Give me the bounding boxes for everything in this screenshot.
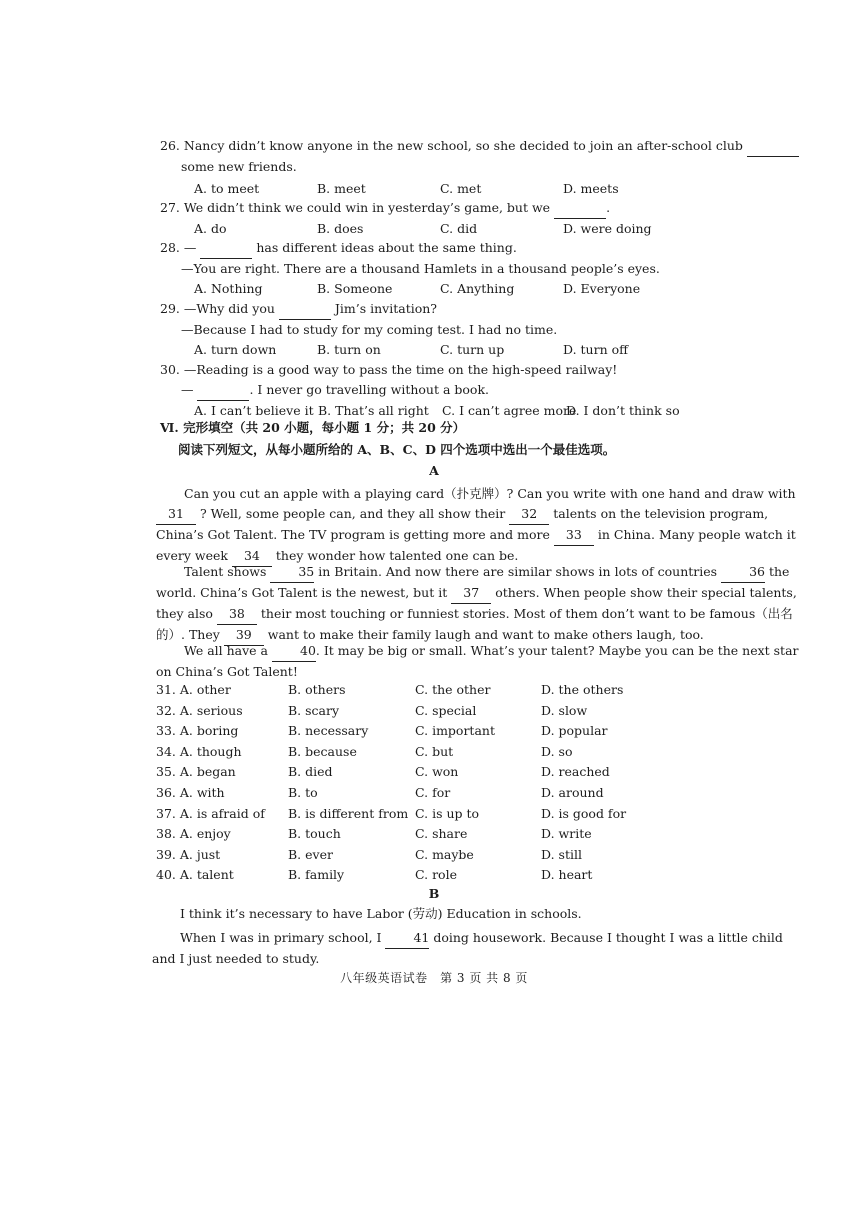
passage-b-label: B bbox=[428, 886, 440, 901]
choice-d: D. write bbox=[541, 826, 592, 842]
passage-text: China’s Got Talent. The TV program is getting more and more bbox=[156, 527, 550, 542]
choice-row-33 bbox=[156, 721, 716, 742]
choice-d: D. slow bbox=[541, 702, 588, 718]
choice-a: 31. A. other bbox=[156, 682, 231, 697]
option-d: D. I don’t think so bbox=[566, 403, 680, 418]
choice-c: C. but bbox=[415, 743, 454, 759]
cloze-blank-41: 41 bbox=[385, 928, 429, 949]
question-30-line-1 bbox=[160, 360, 710, 380]
passage-line bbox=[152, 928, 783, 949]
passage-text: 的）. They bbox=[156, 627, 220, 642]
choice-row-34 bbox=[156, 742, 716, 763]
question-text: —Reading is a good way to pass the time on the high-speed railway! bbox=[183, 362, 618, 377]
choice-c: C. maybe bbox=[415, 846, 474, 862]
question-text: Nancy didn’t know anyone in the new school, so she decided to join an after-school club bbox=[183, 138, 743, 153]
choice-c: C. won bbox=[415, 764, 459, 780]
choice-b: B. touch bbox=[288, 826, 341, 842]
passage-b bbox=[152, 904, 783, 969]
passage-text: in China. Many people watch it bbox=[597, 527, 796, 542]
choice-d: D. around bbox=[541, 784, 604, 800]
answer-blank bbox=[554, 198, 606, 219]
passage-text: they also bbox=[156, 606, 213, 621]
choice-c: C. for bbox=[415, 784, 451, 800]
question-text: has different ideas about the same thing. bbox=[256, 240, 517, 255]
option-b: B. Someone bbox=[317, 281, 393, 296]
cloze-blank-34: 34 bbox=[232, 546, 272, 567]
question-26-options bbox=[160, 179, 710, 199]
question-number: 27. bbox=[160, 200, 180, 215]
question-number: 26. bbox=[160, 138, 180, 153]
question-text: We didn’t think we could win in yesterday’s game, but we bbox=[183, 200, 551, 215]
option-c: C. Anything bbox=[440, 281, 515, 296]
answer-blank bbox=[279, 299, 331, 320]
choice-c: C. is up to bbox=[415, 805, 480, 821]
choice-d: D. is good for bbox=[541, 805, 627, 821]
question-text: —Why did you bbox=[183, 301, 275, 316]
choice-b: B. is different from bbox=[288, 805, 409, 821]
choice-a: 39. A. just bbox=[156, 846, 221, 862]
choice-row-37 bbox=[156, 804, 716, 825]
choice-b: B. scary bbox=[288, 702, 340, 718]
choice-row-31 bbox=[156, 680, 716, 701]
page-footer: 八年级英语试卷 第 3 页 共 8 页 bbox=[340, 971, 528, 985]
choice-d: D. still bbox=[541, 846, 582, 862]
question-29 bbox=[160, 299, 710, 360]
cloze-blank-35: 35 bbox=[270, 562, 314, 583]
choice-c: C. share bbox=[415, 826, 468, 842]
question-27 bbox=[160, 198, 710, 239]
question-29-line-2: —Because I had to study for my coming test. I had no time. bbox=[181, 322, 558, 337]
cloze-blank-31: 31 bbox=[156, 504, 196, 525]
question-text: . I never go travelling without a book. bbox=[249, 382, 489, 397]
choice-d: D. heart bbox=[541, 867, 593, 883]
choice-d: D. reached bbox=[541, 764, 610, 780]
answer-blank bbox=[197, 380, 249, 401]
option-d: D. meets bbox=[563, 181, 619, 196]
passage-line bbox=[156, 504, 769, 525]
option-a: A. do bbox=[194, 221, 227, 236]
question-26-line-2: some new friends. bbox=[181, 159, 297, 174]
choice-c: C. the other bbox=[415, 682, 491, 697]
passage-text: Talent shows bbox=[184, 564, 267, 579]
choice-b: B. because bbox=[288, 743, 357, 759]
choice-a: 37. A. is afraid of bbox=[156, 805, 265, 821]
passage-line: and I just needed to study. bbox=[152, 951, 320, 966]
option-d: D. were doing bbox=[563, 221, 652, 236]
choice-a: 32. A. serious bbox=[156, 702, 243, 718]
passage-a-label: A bbox=[429, 463, 439, 478]
choice-b: B. to bbox=[288, 784, 318, 800]
cloze-blank-37: 37 bbox=[451, 583, 491, 604]
choice-d: D. so bbox=[541, 743, 573, 759]
passage-a-paragraph-2 bbox=[156, 562, 797, 646]
choice-row-36 bbox=[156, 783, 716, 804]
passage-text: they wonder how talented one can be. bbox=[275, 548, 519, 563]
passage-text: talents on the television program, bbox=[553, 506, 769, 521]
option-a: A. Nothing bbox=[194, 281, 263, 296]
choice-b: B. died bbox=[288, 764, 333, 780]
cloze-blank-36: 36 bbox=[721, 562, 765, 583]
question-29-options bbox=[160, 340, 710, 360]
question-number: 28. bbox=[160, 240, 180, 255]
option-a: A. to meet bbox=[194, 181, 260, 196]
passage-text: We all have a bbox=[184, 643, 269, 658]
option-c: C. did bbox=[440, 221, 478, 236]
question-30-line-2 bbox=[160, 380, 710, 401]
option-c: C. met bbox=[440, 181, 482, 196]
question-number: 30. bbox=[160, 362, 180, 377]
passage-text: every week bbox=[156, 548, 228, 563]
section-heading: Ⅵ. 完形填空（共 20 小题，每小题 1 分；共 20 分） bbox=[160, 420, 466, 435]
passage-text: others. When people show their special talents, bbox=[495, 585, 797, 600]
choice-d: D. the others bbox=[541, 682, 624, 697]
cloze-blank-38: 38 bbox=[217, 604, 257, 625]
option-a: A. I can’t believe it bbox=[194, 403, 314, 418]
option-c: C. turn up bbox=[440, 342, 505, 357]
question-29-line-1 bbox=[160, 299, 710, 320]
choice-row-39 bbox=[156, 845, 716, 866]
section-instruction: 阅读下列短文，从每小题所给的 A、B、C、D 四个选项中选出一个最佳选项。 bbox=[178, 442, 616, 457]
passage-text: When I was in primary school, I bbox=[180, 930, 382, 945]
passage-text: the bbox=[768, 564, 790, 579]
passage-text: ? Well, some people can, and they all show their bbox=[199, 506, 506, 521]
choice-a: 34. A. though bbox=[156, 743, 242, 759]
question-number: 29. bbox=[160, 301, 180, 316]
choices-table bbox=[156, 680, 716, 886]
choice-row-35 bbox=[156, 762, 716, 783]
passage-line bbox=[156, 583, 797, 604]
choice-row-40 bbox=[156, 865, 716, 886]
passage-line bbox=[156, 641, 799, 662]
choice-b: B. family bbox=[288, 867, 345, 883]
option-d: D. turn off bbox=[563, 342, 629, 357]
question-27-line-1 bbox=[160, 198, 710, 219]
choice-b: B. necessary bbox=[288, 723, 369, 739]
choice-c: C. important bbox=[415, 723, 495, 739]
option-b: B. meet bbox=[317, 181, 366, 196]
answer-blank bbox=[747, 136, 799, 157]
passage-text: . It may be big or small. What’s your talent? Maybe you can be the next star bbox=[315, 643, 799, 658]
passage-a-paragraph-3 bbox=[156, 641, 799, 682]
answer-blank bbox=[200, 238, 252, 259]
choice-c: C. role bbox=[415, 867, 457, 883]
option-c: C. I can’t agree more bbox=[442, 403, 577, 418]
passage-text: in Britain. And now there are similar shows in lots of countries bbox=[318, 564, 718, 579]
cloze-blank-32: 32 bbox=[509, 504, 549, 525]
choice-a: 40. A. talent bbox=[156, 867, 234, 883]
option-b: B. does bbox=[317, 221, 364, 236]
passage-line: Can you cut an apple with a playing card（扑克牌）? Can you write with one hand and draw with bbox=[184, 486, 796, 501]
option-b: B. That’s all right bbox=[318, 403, 429, 418]
question-26-line-1 bbox=[160, 136, 743, 157]
choice-d: D. popular bbox=[541, 723, 608, 739]
choice-row-38 bbox=[156, 824, 716, 845]
passage-line bbox=[156, 562, 790, 583]
question-28-line-2: —You are right. There are a thousand Hamlets in a thousand people’s eyes. bbox=[181, 261, 660, 276]
passage-text: world. China’s Got Talent is the newest, but it bbox=[156, 585, 448, 600]
question-30 bbox=[160, 360, 710, 421]
choice-c: C. special bbox=[415, 702, 477, 718]
question-28-line-1 bbox=[160, 238, 710, 259]
passage-line: on China’s Got Talent! bbox=[156, 664, 298, 679]
question-27-options bbox=[160, 219, 710, 239]
option-d: D. Everyone bbox=[563, 281, 641, 296]
passage-text: their most touching or funniest stories. Most of them don’t want to be famous（出名 bbox=[260, 606, 793, 621]
choice-a: 35. A. began bbox=[156, 764, 236, 780]
passage-line bbox=[156, 604, 793, 625]
passage-a-paragraph-1 bbox=[156, 484, 796, 567]
option-b: B. turn on bbox=[317, 342, 381, 357]
choice-a: 33. A. boring bbox=[156, 723, 239, 739]
question-28 bbox=[160, 238, 710, 299]
passage-line: I think it’s necessary to have Labor (劳动) Education in schools. bbox=[180, 906, 582, 921]
cloze-blank-33: 33 bbox=[554, 525, 594, 546]
question-text-end: . bbox=[606, 200, 611, 215]
question-text-end: Jim’s invitation? bbox=[334, 301, 437, 316]
dialogue-dash: — bbox=[181, 382, 194, 397]
option-a: A. turn down bbox=[194, 342, 277, 357]
question-28-options bbox=[160, 279, 710, 299]
choice-a: 38. A. enjoy bbox=[156, 826, 231, 842]
passage-line bbox=[156, 525, 796, 546]
cloze-blank-40: 40 bbox=[272, 641, 316, 662]
choice-b: B. ever bbox=[288, 846, 333, 862]
dialogue-dash: — bbox=[183, 240, 197, 255]
passage-text: want to make their family laugh and want to make others laugh, too. bbox=[267, 627, 704, 642]
choice-b: B. others bbox=[288, 682, 346, 697]
passage-text: doing housework. Because I thought I was a little child bbox=[433, 930, 783, 945]
choice-row-32 bbox=[156, 701, 716, 722]
cloze-blank-39: 39 bbox=[224, 625, 264, 646]
choice-a: 36. A. with bbox=[156, 784, 225, 800]
question-26 bbox=[160, 136, 743, 199]
